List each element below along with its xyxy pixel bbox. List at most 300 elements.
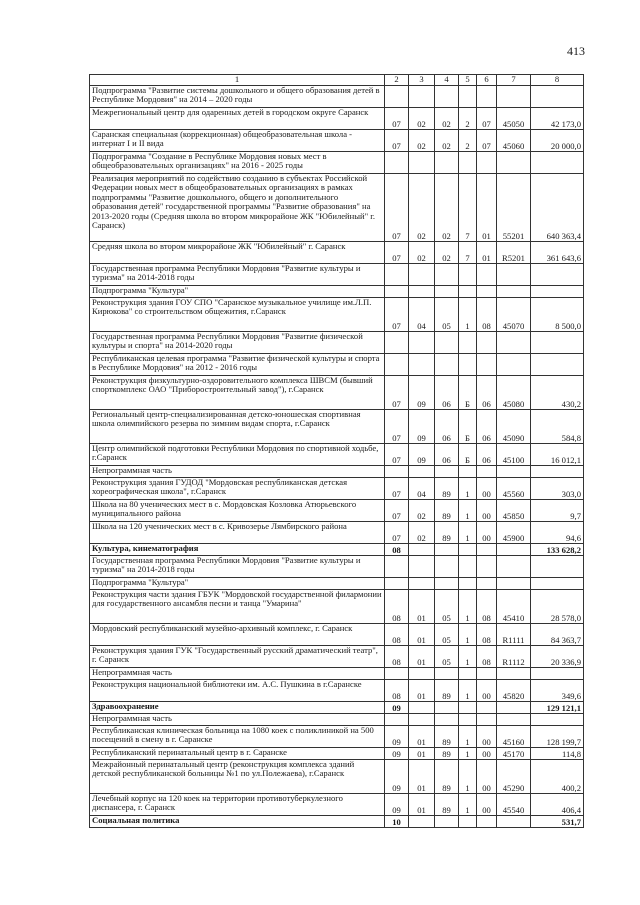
- row-name-cell: Реконструкция здания ГУДОД "Мордовская республиканская детская хореографическая школа", г.Саранск: [90, 478, 385, 500]
- section-code-cell: 07: [385, 444, 409, 466]
- section-code-cell: 08: [385, 544, 409, 556]
- subprogram-code-cell: 2: [459, 130, 477, 152]
- subprogram-code-cell: [459, 332, 477, 354]
- subsection-code-cell: [409, 264, 435, 286]
- direction-code-cell: [477, 668, 497, 680]
- table-row: [90, 478, 584, 500]
- target-code-cell: [497, 86, 531, 108]
- subsection-code-cell: 01: [409, 646, 435, 668]
- program-code-cell: 05: [435, 590, 459, 624]
- subprogram-code-cell: [459, 544, 477, 556]
- direction-code-cell: [477, 354, 497, 376]
- direction-code-cell: 08: [477, 298, 497, 332]
- amount-cell: 361 643,6: [531, 242, 584, 264]
- subprogram-code-cell: 1: [459, 748, 477, 760]
- amount-cell: 400,2: [531, 760, 584, 794]
- subprogram-code-cell: [459, 668, 477, 680]
- program-code-cell: 89: [435, 478, 459, 500]
- amount-cell: 133 628,2: [531, 544, 584, 556]
- target-code-cell: 45100: [497, 444, 531, 466]
- program-code-cell: 89: [435, 500, 459, 522]
- budget-table: [89, 74, 584, 828]
- table-row: [90, 590, 584, 624]
- row-name-cell: Реконструкция здания ГОУ СПО "Саранское музыкальное училище им.Л.П. Кирюкова" со строительством общежития, г.Саранск: [90, 298, 385, 332]
- subsection-code-cell: 09: [409, 444, 435, 466]
- section-code-cell: 08: [385, 590, 409, 624]
- subprogram-code-cell: 1: [459, 500, 477, 522]
- section-code-cell: [385, 578, 409, 590]
- row-name-cell: Школа на 120 ученических мест в с. Кривозерье Лямбирского района: [90, 522, 385, 544]
- amount-cell: 114,8: [531, 748, 584, 760]
- section-code-cell: 08: [385, 680, 409, 702]
- row-name-cell: Непрограммная часть: [90, 668, 385, 680]
- subprogram-code-cell: 1: [459, 794, 477, 816]
- table-row: [90, 410, 584, 444]
- target-code-cell: [497, 332, 531, 354]
- row-name-cell: Подпрограмма "Культура": [90, 286, 385, 298]
- target-code-cell: 45170: [497, 748, 531, 760]
- row-name-cell: Непрограммная часть: [90, 714, 385, 726]
- subsection-code-cell: 01: [409, 726, 435, 748]
- amount-cell: [531, 354, 584, 376]
- target-code-cell: [497, 286, 531, 298]
- amount-cell: 349,6: [531, 680, 584, 702]
- target-code-cell: 45290: [497, 760, 531, 794]
- subsection-code-cell: 01: [409, 680, 435, 702]
- target-code-cell: 45080: [497, 376, 531, 410]
- amount-cell: [531, 264, 584, 286]
- subsection-code-cell: [409, 714, 435, 726]
- column-header: 8: [531, 75, 584, 86]
- target-code-cell: [497, 264, 531, 286]
- direction-code-cell: 06: [477, 444, 497, 466]
- section-code-cell: [385, 714, 409, 726]
- row-name-cell: Республиканский перинатальный центр в г. Саранске: [90, 748, 385, 760]
- section-code-cell: [385, 332, 409, 354]
- row-name-cell: Подпрограмма "Культура": [90, 578, 385, 590]
- program-code-cell: 02: [435, 130, 459, 152]
- program-code-cell: [435, 354, 459, 376]
- section-code-cell: 09: [385, 748, 409, 760]
- target-code-cell: 45050: [497, 108, 531, 130]
- subprogram-code-cell: [459, 816, 477, 828]
- target-code-cell: [497, 702, 531, 714]
- amount-cell: 84 363,7: [531, 624, 584, 646]
- section-code-cell: 08: [385, 624, 409, 646]
- amount-cell: [531, 332, 584, 354]
- section-code-cell: [385, 286, 409, 298]
- program-code-cell: 89: [435, 794, 459, 816]
- table-header-row: [90, 75, 584, 86]
- table-row: [90, 680, 584, 702]
- subprogram-code-cell: 7: [459, 174, 477, 242]
- row-name-cell: Республиканская целевая программа "Развитие физической культуры и спорта в Республике Мордовия" на 2012 - 2016 годы: [90, 354, 385, 376]
- table-row: [90, 760, 584, 794]
- table-row: [90, 298, 584, 332]
- target-code-cell: 45900: [497, 522, 531, 544]
- direction-code-cell: 08: [477, 646, 497, 668]
- row-name-cell: Саранская специальная (коррекционная) общеобразовательная школа - интернат I и II вида: [90, 130, 385, 152]
- subprogram-code-cell: [459, 466, 477, 478]
- target-code-cell: [497, 578, 531, 590]
- amount-cell: 303,0: [531, 478, 584, 500]
- section-code-cell: 10: [385, 816, 409, 828]
- subsection-code-cell: [409, 466, 435, 478]
- program-code-cell: [435, 702, 459, 714]
- row-name-cell: Республиканская клиническая больница на 1080 коек с поликлиникой на 500 посещений в смену в г. Саранске: [90, 726, 385, 748]
- table-row: [90, 286, 584, 298]
- subprogram-code-cell: Б: [459, 376, 477, 410]
- program-code-cell: [435, 332, 459, 354]
- amount-cell: [531, 86, 584, 108]
- program-code-cell: [435, 86, 459, 108]
- subsection-code-cell: [409, 332, 435, 354]
- row-name-cell: Подпрограмма "Создание в Республике Мордовия новых мест в общеобразовательных организациях" на 2016 - 2025 годы: [90, 152, 385, 174]
- amount-cell: 16 012,1: [531, 444, 584, 466]
- row-name-cell: Лечебный корпус на 120 коек на территории противотуберкулезного диспансера, г. Саранск: [90, 794, 385, 816]
- subprogram-code-cell: 1: [459, 680, 477, 702]
- direction-code-cell: 07: [477, 130, 497, 152]
- direction-code-cell: 08: [477, 624, 497, 646]
- target-code-cell: R1112: [497, 646, 531, 668]
- program-code-cell: 89: [435, 760, 459, 794]
- table-row: [90, 332, 584, 354]
- target-code-cell: 45560: [497, 478, 531, 500]
- table-row: [90, 556, 584, 578]
- target-code-cell: [497, 714, 531, 726]
- section-code-cell: 07: [385, 522, 409, 544]
- section-code-cell: [385, 466, 409, 478]
- direction-code-cell: 06: [477, 376, 497, 410]
- row-name-cell: Реализация мероприятий по содействию созданию в субъектах Российской Федерации новых мест в общеобразовательных организациях в рамках подпрограммы "Развитие дошкольного, общего и дополнительного образования детей" государственной программы "Развитие образования" на 2013-2020 годы (Средняя школа во втором микрорайоне ЖК "Юбилейный" г. Саранск): [90, 174, 385, 242]
- row-name-cell: Непрограммная часть: [90, 466, 385, 478]
- subprogram-code-cell: 1: [459, 522, 477, 544]
- amount-cell: 128 199,7: [531, 726, 584, 748]
- section-code-cell: 07: [385, 298, 409, 332]
- target-code-cell: [497, 816, 531, 828]
- table-row: [90, 624, 584, 646]
- row-name-cell: Школа на 80 ученических мест в с. Мордовская Козловка Атюрьевского муниципального района: [90, 500, 385, 522]
- subsection-code-cell: 01: [409, 624, 435, 646]
- target-code-cell: [497, 152, 531, 174]
- target-code-cell: 55201: [497, 174, 531, 242]
- program-code-cell: [435, 556, 459, 578]
- row-name-cell: Социальная политика: [90, 816, 385, 828]
- subprogram-code-cell: [459, 556, 477, 578]
- direction-code-cell: 00: [477, 680, 497, 702]
- subprogram-code-cell: 1: [459, 624, 477, 646]
- amount-cell: [531, 668, 584, 680]
- amount-cell: [531, 286, 584, 298]
- direction-code-cell: 00: [477, 794, 497, 816]
- table-row: [90, 174, 584, 242]
- row-name-cell: Государственная программа Республики Мордовия "Развитие культуры и туризма" на 2014-2018 годы: [90, 556, 385, 578]
- amount-cell: [531, 466, 584, 478]
- column-header: 3: [409, 75, 435, 86]
- section-code-cell: 09: [385, 760, 409, 794]
- program-code-cell: 06: [435, 376, 459, 410]
- section-code-cell: [385, 152, 409, 174]
- program-code-cell: [435, 466, 459, 478]
- program-code-cell: [435, 544, 459, 556]
- subsection-code-cell: 02: [409, 242, 435, 264]
- subsection-code-cell: 02: [409, 130, 435, 152]
- table-row: [90, 726, 584, 748]
- column-header: 6: [477, 75, 497, 86]
- subprogram-code-cell: Б: [459, 410, 477, 444]
- program-code-cell: 06: [435, 410, 459, 444]
- subprogram-code-cell: 1: [459, 478, 477, 500]
- program-code-cell: 89: [435, 680, 459, 702]
- target-code-cell: 45540: [497, 794, 531, 816]
- table-row: [90, 264, 584, 286]
- program-code-cell: 02: [435, 108, 459, 130]
- section-code-cell: 07: [385, 242, 409, 264]
- section-code-cell: 08: [385, 646, 409, 668]
- program-code-cell: [435, 578, 459, 590]
- amount-cell: 129 121,1: [531, 702, 584, 714]
- subprogram-code-cell: 2: [459, 108, 477, 130]
- direction-code-cell: 00: [477, 726, 497, 748]
- amount-cell: 531,7: [531, 816, 584, 828]
- row-name-cell: Межрайонный перинатальный центр (реконструкция комплекса зданий детской республиканской больницы №1 по ул.Полежаева), г.Саранск: [90, 760, 385, 794]
- direction-code-cell: 06: [477, 410, 497, 444]
- section-code-cell: 07: [385, 108, 409, 130]
- target-code-cell: [497, 354, 531, 376]
- target-code-cell: [497, 466, 531, 478]
- program-code-cell: 89: [435, 522, 459, 544]
- direction-code-cell: [477, 152, 497, 174]
- section-code-cell: [385, 86, 409, 108]
- column-header: 7: [497, 75, 531, 86]
- program-code-cell: [435, 668, 459, 680]
- subsection-code-cell: [409, 702, 435, 714]
- amount-cell: 20 336,9: [531, 646, 584, 668]
- section-code-cell: 07: [385, 500, 409, 522]
- target-code-cell: [497, 544, 531, 556]
- row-name-cell: Подпрограмма "Развитие системы дошкольного и общего образования детей в Республике Мордовия" на 2014 – 2020 годы: [90, 86, 385, 108]
- section-code-cell: 07: [385, 376, 409, 410]
- program-code-cell: 02: [435, 174, 459, 242]
- table-row: [90, 794, 584, 816]
- subsection-code-cell: 04: [409, 298, 435, 332]
- program-code-cell: 06: [435, 444, 459, 466]
- direction-code-cell: 00: [477, 522, 497, 544]
- target-code-cell: [497, 668, 531, 680]
- column-header: 2: [385, 75, 409, 86]
- row-name-cell: Государственная программа Республики Мордовия "Развитие физической культуры и спорта" на 2014-2020 годы: [90, 332, 385, 354]
- table-row: [90, 152, 584, 174]
- subsection-code-cell: 01: [409, 794, 435, 816]
- direction-code-cell: [477, 286, 497, 298]
- subsection-code-cell: [409, 816, 435, 828]
- direction-code-cell: [477, 86, 497, 108]
- amount-cell: 94,6: [531, 522, 584, 544]
- amount-cell: 9,7: [531, 500, 584, 522]
- table-row: [90, 130, 584, 152]
- target-code-cell: 45090: [497, 410, 531, 444]
- subprogram-code-cell: 1: [459, 298, 477, 332]
- table-row: [90, 444, 584, 466]
- table-row: [90, 702, 584, 714]
- program-code-cell: [435, 816, 459, 828]
- amount-cell: [531, 714, 584, 726]
- table-row: [90, 668, 584, 680]
- subprogram-code-cell: 1: [459, 726, 477, 748]
- subsection-code-cell: 02: [409, 522, 435, 544]
- subprogram-code-cell: [459, 354, 477, 376]
- table-row: [90, 242, 584, 264]
- direction-code-cell: [477, 332, 497, 354]
- column-header: 5: [459, 75, 477, 86]
- direction-code-cell: 08: [477, 590, 497, 624]
- direction-code-cell: 00: [477, 748, 497, 760]
- subprogram-code-cell: 1: [459, 646, 477, 668]
- subsection-code-cell: 01: [409, 748, 435, 760]
- subprogram-code-cell: [459, 264, 477, 286]
- amount-cell: 406,4: [531, 794, 584, 816]
- direction-code-cell: 07: [477, 108, 497, 130]
- section-code-cell: [385, 556, 409, 578]
- target-code-cell: 45160: [497, 726, 531, 748]
- subsection-code-cell: 02: [409, 174, 435, 242]
- subsection-code-cell: 09: [409, 376, 435, 410]
- section-code-cell: 09: [385, 794, 409, 816]
- subsection-code-cell: [409, 286, 435, 298]
- program-code-cell: [435, 264, 459, 286]
- subprogram-code-cell: 1: [459, 590, 477, 624]
- direction-code-cell: 01: [477, 242, 497, 264]
- program-code-cell: 02: [435, 242, 459, 264]
- row-name-cell: Мордовский республиканский музейно-архивный комплекс, г. Саранск: [90, 624, 385, 646]
- section-code-cell: 09: [385, 726, 409, 748]
- direction-code-cell: [477, 816, 497, 828]
- row-name-cell: Культура, кинематография: [90, 544, 385, 556]
- program-code-cell: 05: [435, 624, 459, 646]
- subprogram-code-cell: [459, 578, 477, 590]
- subsection-code-cell: [409, 578, 435, 590]
- section-code-cell: [385, 668, 409, 680]
- subsection-code-cell: [409, 152, 435, 174]
- direction-code-cell: [477, 466, 497, 478]
- subprogram-code-cell: [459, 714, 477, 726]
- table-row: [90, 500, 584, 522]
- table-row: [90, 376, 584, 410]
- row-name-cell: Центр олимпийской подготовки Республики Мордовия по спортивной ходьбе, г.Саранск: [90, 444, 385, 466]
- amount-cell: 8 500,0: [531, 298, 584, 332]
- amount-cell: 430,2: [531, 376, 584, 410]
- section-code-cell: 07: [385, 410, 409, 444]
- row-name-cell: Реконструкция части здания ГБУК "Мордовской государственной филармонии для государственного ансамбля песни и танца "Умарина": [90, 590, 385, 624]
- direction-code-cell: 00: [477, 478, 497, 500]
- row-name-cell: Реконструкция здания ГУК "Государственный русский драматический театр", г. Саранск: [90, 646, 385, 668]
- table-body: [90, 86, 584, 828]
- subsection-code-cell: [409, 86, 435, 108]
- row-name-cell: Государственная программа Республики Мордовия "Развитие культуры и туризма" на 2014-2018 годы: [90, 264, 385, 286]
- subsection-code-cell: [409, 354, 435, 376]
- subprogram-code-cell: 1: [459, 760, 477, 794]
- subsection-code-cell: 02: [409, 500, 435, 522]
- amount-cell: 42 173,0: [531, 108, 584, 130]
- program-code-cell: 89: [435, 748, 459, 760]
- table-row: [90, 748, 584, 760]
- subprogram-code-cell: [459, 86, 477, 108]
- target-code-cell: 45410: [497, 590, 531, 624]
- table-row: [90, 816, 584, 828]
- subprogram-code-cell: Б: [459, 444, 477, 466]
- target-code-cell: 45070: [497, 298, 531, 332]
- section-code-cell: 07: [385, 130, 409, 152]
- target-code-cell: 45820: [497, 680, 531, 702]
- subsection-code-cell: [409, 544, 435, 556]
- direction-code-cell: [477, 556, 497, 578]
- direction-code-cell: 00: [477, 760, 497, 794]
- program-code-cell: 05: [435, 298, 459, 332]
- program-code-cell: [435, 152, 459, 174]
- subprogram-code-cell: 7: [459, 242, 477, 264]
- direction-code-cell: 00: [477, 500, 497, 522]
- subprogram-code-cell: [459, 286, 477, 298]
- section-code-cell: 07: [385, 174, 409, 242]
- row-name-cell: Реконструкция национальной библиотеки им. А.С. Пушкина в г.Саранске: [90, 680, 385, 702]
- section-code-cell: [385, 264, 409, 286]
- column-header: 1: [90, 75, 385, 86]
- direction-code-cell: [477, 702, 497, 714]
- table-row: [90, 544, 584, 556]
- row-name-cell: Реконструкция физкультурно-оздоровительного комплекса ШВСМ (бывший спорткомплекс ОАО "Приборостроительный завод"), г.Саранск: [90, 376, 385, 410]
- direction-code-cell: 01: [477, 174, 497, 242]
- table-row: [90, 354, 584, 376]
- row-name-cell: Здравоохранение: [90, 702, 385, 714]
- target-code-cell: R5201: [497, 242, 531, 264]
- subsection-code-cell: 01: [409, 760, 435, 794]
- target-code-cell: 45850: [497, 500, 531, 522]
- direction-code-cell: [477, 578, 497, 590]
- row-name-cell: Средняя школа во втором микрорайоне ЖК "Юбилейный" г. Саранск: [90, 242, 385, 264]
- row-name-cell: Межрегиональный центр для одаренных детей в городском округе Саранск: [90, 108, 385, 130]
- target-code-cell: R1111: [497, 624, 531, 646]
- program-code-cell: [435, 286, 459, 298]
- row-name-cell: Региональный центр-специализированная детско-юношеская спортивная школа олимпийского резерва по зимним видам спорта, г.Саранск: [90, 410, 385, 444]
- target-code-cell: 45060: [497, 130, 531, 152]
- amount-cell: [531, 556, 584, 578]
- subsection-code-cell: 09: [409, 410, 435, 444]
- direction-code-cell: [477, 264, 497, 286]
- subsection-code-cell: [409, 668, 435, 680]
- table-row: [90, 578, 584, 590]
- direction-code-cell: [477, 714, 497, 726]
- subsection-code-cell: 01: [409, 590, 435, 624]
- subsection-code-cell: [409, 556, 435, 578]
- program-code-cell: [435, 714, 459, 726]
- table-row: [90, 108, 584, 130]
- amount-cell: 20 000,0: [531, 130, 584, 152]
- program-code-cell: 89: [435, 726, 459, 748]
- table-row: [90, 522, 584, 544]
- direction-code-cell: [477, 544, 497, 556]
- table-row: [90, 714, 584, 726]
- table-row: [90, 86, 584, 108]
- target-code-cell: [497, 556, 531, 578]
- page-number: 413: [567, 44, 585, 58]
- table-row: [90, 646, 584, 668]
- table-row: [90, 466, 584, 478]
- amount-cell: [531, 152, 584, 174]
- subsection-code-cell: 02: [409, 108, 435, 130]
- amount-cell: 28 578,0: [531, 590, 584, 624]
- amount-cell: [531, 578, 584, 590]
- subsection-code-cell: 04: [409, 478, 435, 500]
